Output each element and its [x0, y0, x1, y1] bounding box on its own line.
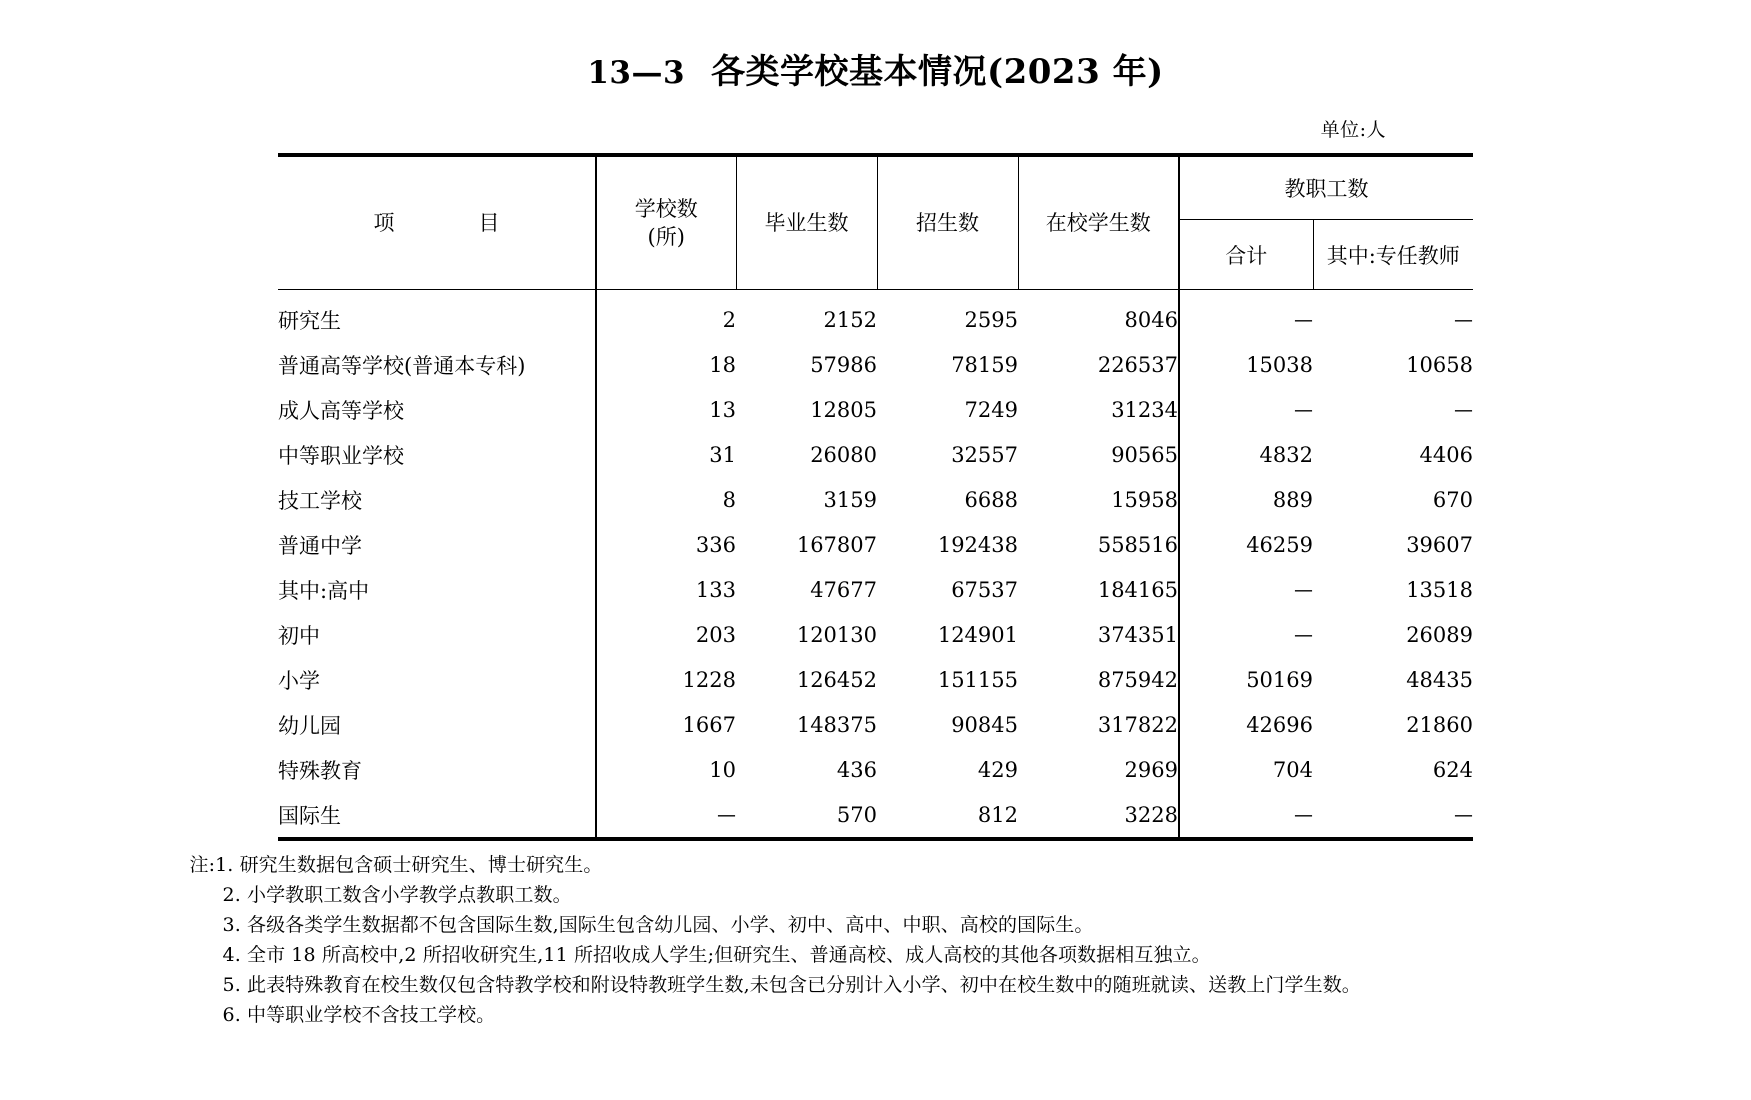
table-row	[278, 342, 1473, 387]
header-item: 项 目	[278, 157, 596, 289]
cell-enrollment: 2595	[964, 307, 1018, 332]
page-title	[0, 0, 1751, 93]
cell-graduates: 12805	[810, 397, 877, 422]
cell-staff-fulltime: —	[1454, 398, 1473, 421]
table-row	[278, 747, 1473, 792]
cell-school-count: —	[717, 803, 736, 826]
cell-enrollment: 78159	[951, 352, 1018, 377]
cell-school-count: 203	[695, 622, 736, 647]
cell-students: 317822	[1018, 702, 1179, 747]
cell-students: 90565	[1018, 432, 1179, 477]
cell-graduates: 167807	[796, 532, 877, 557]
cell-enrollment: 151155	[937, 667, 1018, 692]
table-bottom-rule	[278, 837, 1473, 841]
cell-enrollment: 812	[977, 802, 1018, 827]
header-school-count-unit: (所)	[647, 225, 685, 249]
row-label: 研究生	[278, 290, 596, 342]
cell-staff-fulltime: 26089	[1406, 622, 1473, 647]
cell-staff-fulltime: 10658	[1406, 352, 1473, 377]
note-line: 4. 全市 18 所高校中,2 所招收研究生,11 所招收成人学生;但研究生、普通高校、成人高校的其他各项数据相互独立。	[222, 944, 1211, 967]
cell-school-count: 1667	[682, 712, 736, 737]
cell-staff-total: —	[1294, 308, 1313, 331]
header-school-count-label: 学校数	[634, 196, 698, 221]
cell-enrollment: 124901	[937, 622, 1018, 647]
unit-label: 单位:人	[1320, 119, 1386, 141]
cell-graduates: 148375	[796, 712, 877, 737]
cell-school-count: 18	[709, 352, 736, 377]
note-line: 6. 中等职业学校不含技工学校。	[222, 1004, 496, 1027]
cell-students: 875942	[1018, 657, 1179, 702]
cell-enrollment: 429	[977, 757, 1018, 782]
cell-staff-total: 704	[1272, 757, 1313, 782]
cell-graduates: 57986	[810, 352, 877, 377]
cell-enrollment: 192438	[937, 532, 1018, 557]
table-notes	[176, 850, 1576, 1030]
cell-staff-fulltime: —	[1454, 308, 1473, 331]
table-row	[278, 702, 1473, 747]
cell-staff-total: —	[1294, 623, 1313, 646]
cell-school-count: 31	[709, 442, 736, 467]
cell-staff-total: —	[1294, 398, 1313, 421]
statistics-table	[278, 157, 1473, 289]
header-row-top	[278, 157, 1473, 220]
cell-staff-fulltime: 48435	[1406, 667, 1473, 692]
cell-graduates: 436	[836, 757, 877, 782]
row-label: 小学	[278, 657, 596, 702]
cell-school-count: 2	[722, 307, 736, 332]
cell-students: 226537	[1018, 342, 1179, 387]
row-label: 技工学校	[278, 477, 596, 522]
cell-graduates: 47677	[810, 577, 877, 602]
cell-students: 3228	[1018, 792, 1179, 837]
note-line: 2. 小学教职工数含小学教学点教职工数。	[222, 884, 572, 907]
cell-students: 15958	[1018, 477, 1179, 522]
cell-students: 31234	[1018, 387, 1179, 432]
header-staff-fulltime: 其中:专任教师	[1326, 243, 1460, 268]
cell-school-count: 336	[695, 532, 736, 557]
cell-students: 8046	[1018, 290, 1179, 342]
cell-enrollment: 90845	[951, 712, 1018, 737]
row-label: 国际生	[278, 792, 596, 837]
table-row	[278, 657, 1473, 702]
cell-school-count: 13	[709, 397, 736, 422]
header-staff-total: 合计	[1179, 220, 1313, 290]
table-row	[278, 612, 1473, 657]
row-label: 普通高等学校(普通本专科)	[278, 342, 596, 387]
cell-staff-fulltime: 39607	[1406, 532, 1473, 557]
cell-staff-total: 46259	[1246, 532, 1313, 557]
note-line: 3. 各级各类学生数据都不包含国际生数,国际生包含幼儿园、小学、初中、高中、中职、高校的国际生。	[222, 914, 1094, 937]
cell-staff-total: 4832	[1259, 442, 1313, 467]
cell-graduates: 570	[836, 802, 877, 827]
cell-graduates: 2152	[823, 307, 877, 332]
row-label: 特殊教育	[278, 747, 596, 792]
cell-enrollment: 7249	[964, 397, 1018, 422]
table-row	[278, 432, 1473, 477]
cell-staff-fulltime: 4406	[1419, 442, 1473, 467]
cell-students: 558516	[1018, 522, 1179, 567]
cell-school-count: 10	[709, 757, 736, 782]
header-enrollment: 招生数	[877, 157, 1018, 289]
cell-school-count: 133	[695, 577, 736, 602]
table-row	[278, 792, 1473, 837]
cell-staff-total: 50169	[1246, 667, 1313, 692]
cell-staff-total: —	[1294, 578, 1313, 601]
table-row	[278, 567, 1473, 612]
cell-staff-fulltime: 670	[1432, 487, 1473, 512]
header-students: 在校学生数	[1018, 157, 1179, 289]
table-row	[278, 522, 1473, 567]
cell-graduates: 126452	[796, 667, 877, 692]
cell-school-count: 8	[722, 487, 736, 512]
cell-staff-fulltime: 21860	[1406, 712, 1473, 737]
row-label: 其中:高中	[278, 567, 596, 612]
cell-staff-fulltime: 624	[1432, 757, 1473, 782]
cell-staff-total: —	[1294, 803, 1313, 826]
row-label: 初中	[278, 612, 596, 657]
cell-students: 374351	[1018, 612, 1179, 657]
cell-staff-total: 889	[1272, 487, 1313, 512]
statistics-table-body	[278, 290, 1474, 837]
cell-graduates: 26080	[810, 442, 877, 467]
note-line: 5. 此表特殊教育在校生数仅包含特教学校和附设特教班学生数,未包含已分别计入小学、初中在校生数中的随班就读、送教上门学生数。	[222, 974, 1361, 997]
cell-staff-total: 42696	[1246, 712, 1313, 737]
statistics-table-wrap	[278, 153, 1473, 841]
note-line: 注:1. 研究生数据包含硕士研究生、博士研究生。	[189, 854, 603, 876]
header-school-count	[596, 157, 736, 289]
row-label: 成人高等学校	[278, 387, 596, 432]
cell-school-count: 1228	[682, 667, 736, 692]
cell-enrollment: 67537	[951, 577, 1018, 602]
table-row	[278, 387, 1473, 432]
cell-enrollment: 6688	[964, 487, 1018, 512]
cell-staff-fulltime: —	[1454, 803, 1473, 826]
header-graduates: 毕业生数	[736, 157, 877, 289]
cell-staff-total: 15038	[1246, 352, 1313, 377]
cell-graduates: 120130	[796, 622, 877, 647]
row-label: 中等职业学校	[278, 432, 596, 477]
table-row	[278, 477, 1473, 522]
cell-enrollment: 32557	[951, 442, 1018, 467]
cell-staff-fulltime: 13518	[1406, 577, 1473, 602]
table-number: 13—3	[587, 55, 686, 91]
table-body	[278, 290, 1473, 837]
header-staff-group: 教职工数	[1179, 157, 1473, 220]
table-title-text: 各类学校基本情况(2023 年)	[711, 52, 1164, 92]
table-head	[278, 157, 1473, 289]
cell-students: 2969	[1018, 747, 1179, 792]
row-label: 普通中学	[278, 522, 596, 567]
cell-graduates: 3159	[823, 487, 877, 512]
row-label: 幼儿园	[278, 702, 596, 747]
cell-students: 184165	[1018, 567, 1179, 612]
table-row	[278, 290, 1473, 342]
